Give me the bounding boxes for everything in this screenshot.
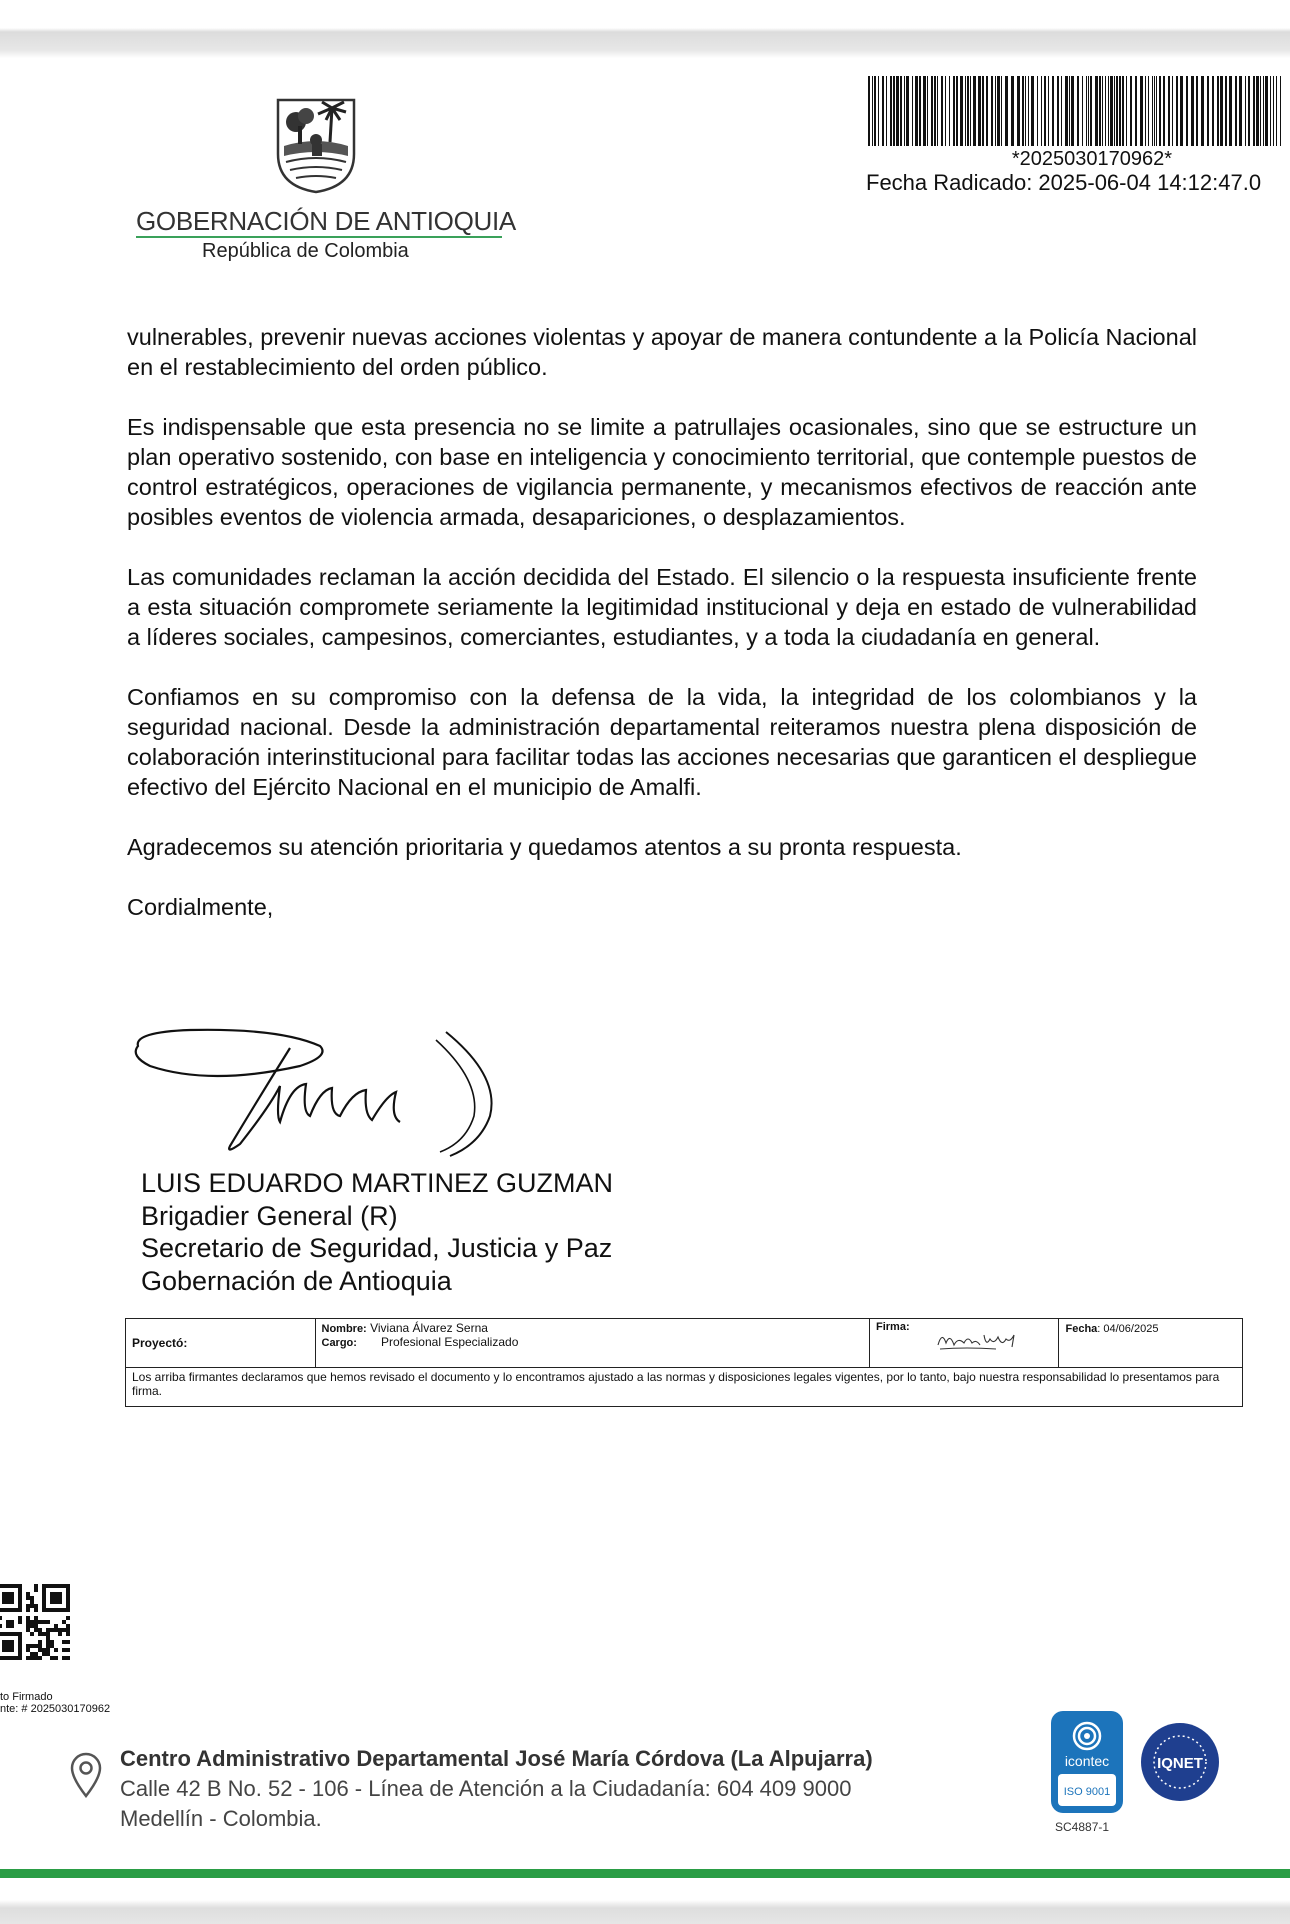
signer-organization: Gobernación de Antioquia: [141, 1265, 452, 1296]
name-cargo-cell: [315, 1319, 869, 1368]
radicado-block: [862, 76, 1290, 204]
projected-label: Proyectó:: [132, 1336, 188, 1350]
paragraph: Agradecemos su atención prioritaria y quedamos atentos a su pronta respuesta.: [127, 834, 962, 860]
barcode-number: *2025030170962*: [1011, 148, 1172, 170]
icontec-label: icontec: [1064, 1753, 1110, 1769]
iqnet-label: IQNET: [1157, 1755, 1203, 1772]
signer-position: Secretario de Seguridad, Justicia y Paz: [141, 1233, 613, 1263]
paragraph: vulnerables, prevenir nuevas acciones violentas y apoyar de manera contundente a la Policía Nacional en el restablecimiento del orden público.: [127, 324, 1197, 380]
iso-label: ISO 9001: [1063, 1786, 1111, 1798]
qr-caption-line: to Firmado: [0, 1691, 53, 1703]
fecha-radicado: Fecha Radicado: 2025-06-04 14:12:47.0: [866, 170, 1262, 195]
icontec-certification-logo: [1050, 1710, 1124, 1814]
signer-rank: Brigadier General (R): [141, 1200, 398, 1231]
review-table: [125, 1318, 1243, 1407]
barcode: [866, 76, 1286, 146]
paragraph: Confiamos en su compromiso con la defensa de la vida, la integridad de los colombianos y la seguridad nacional. Desde la administración departamental reiteramos nuestra plena disposición de colaboración interinstitucional para facilitar todas las acciones necesarias que garanticen el despliegue efectivo del Ejército Nacional en el municipio de Amalfi.: [127, 684, 1197, 800]
address-title: Centro Administrativo Departamental José María Córdova (La Alpujarra): [120, 1746, 873, 1771]
location-pin-icon: [68, 1750, 104, 1798]
iqnet-certification-logo: [1140, 1722, 1220, 1802]
icontec-code: SC4887-1: [1055, 1820, 1110, 1834]
firma-cell: [869, 1319, 1059, 1368]
qr-caption: [0, 1691, 110, 1715]
signer-block: [141, 1167, 613, 1297]
paragraph: Es indispensable que esta presencia no se limite a patrullajes ocasionales, sino que se estructure un plan operativo sostenido, con base en inteligencia y conocimiento territorial, que contemple puestos de control estratégicos, operaciones de vigilancia permanente, y mecanismos efectivos de reacción ante posibles eventos de violencia armada, desapariciones, o desplazamientos.: [127, 414, 1197, 530]
gobernacion-logo: [130, 96, 516, 266]
name-value: Viviana Álvarez Serna: [370, 1321, 488, 1335]
cargo-label: Cargo:: [321, 1337, 357, 1349]
projected-cell: [126, 1319, 316, 1368]
fecha-cell: [1059, 1319, 1243, 1368]
reviewer-signature: [936, 1329, 1026, 1351]
firma-label: Firma:: [875, 1321, 910, 1333]
country-name: República de Colombia: [202, 240, 409, 262]
coat-of-arms-icon: [274, 96, 358, 194]
letter-body: [127, 322, 1197, 952]
footer-green-line: [0, 1869, 1290, 1878]
address-city: Medellín - Colombia.: [120, 1806, 322, 1831]
review-row: [126, 1319, 1243, 1368]
fecha-label: Fecha: [1065, 1323, 1098, 1335]
fecha-value: : 04/06/2025: [1097, 1323, 1159, 1335]
top-edge-band: [0, 0, 1290, 58]
cargo-value: Profesional Especializado: [380, 1335, 519, 1349]
address-line: Calle 42 B No. 52 - 106 - Línea de Atención a la Ciudadanía: 604 409 9000: [120, 1776, 852, 1801]
handwritten-signature: [130, 1026, 510, 1166]
footer-address: [120, 1744, 873, 1834]
name-label: Nombre:: [321, 1323, 367, 1335]
bottom-edge-band: [0, 1900, 1290, 1924]
declaration-row: [126, 1368, 1243, 1407]
org-name: GOBERNACIÓN DE ANTIOQUIA: [136, 206, 516, 236]
closing: Cordialmente,: [127, 894, 274, 920]
qr-code: [0, 1584, 70, 1660]
qr-caption-line: nte: # 2025030170962: [0, 1703, 111, 1715]
declaration-text: Los arriba firmantes declaramos que hemos revisado el documento y lo encontramos ajustado a las normas y disposiciones legales vigentes, por lo tanto, bajo nuestra responsabilidad lo presentamos para firma.: [126, 1368, 1243, 1407]
paragraph: Las comunidades reclaman la acción decidida del Estado. El silencio o la respuesta insuficiente frente a esta situación compromete seriamente la legitimidad institucional y deja en estado de vulnerabilidad a líderes sociales, campesinos, comerciantes, estudiantes, y a toda la ciudadanía en general.: [127, 564, 1197, 650]
signer-name: LUIS EDUARDO MARTINEZ GUZMAN: [141, 1168, 614, 1198]
logo-divider: [136, 236, 502, 238]
